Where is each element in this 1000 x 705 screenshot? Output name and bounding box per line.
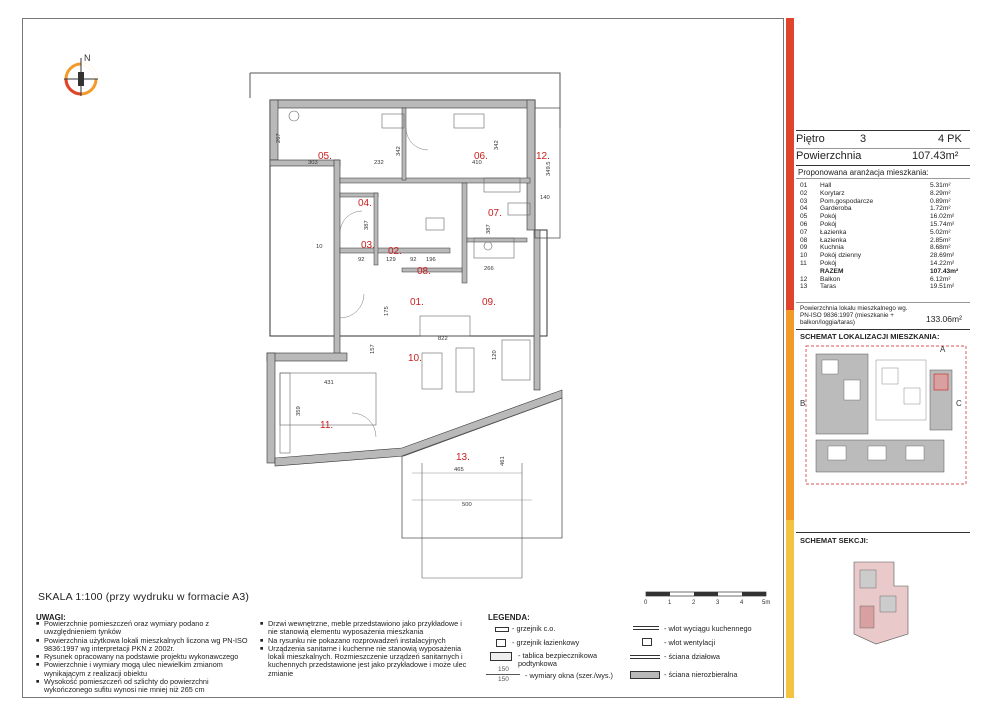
location-schematic: [798, 340, 968, 492]
floor-label: Piętro: [796, 133, 825, 145]
room-label-10: 10.: [408, 353, 422, 364]
room-label-02: 02.: [388, 246, 402, 257]
location-letter-c: C: [956, 399, 962, 408]
legend-kitchen-exhaust: - wlot wyciągu kuchennego: [664, 624, 752, 633]
notes-heading: UWAGI:: [36, 613, 66, 622]
legend-radiator: - grzejnik c.o.: [512, 624, 556, 633]
room-label-05: 05.: [318, 151, 332, 162]
dim-500: 500: [462, 502, 472, 508]
dim-410: 410: [472, 160, 482, 166]
location-letter-a: A: [940, 345, 946, 354]
room-label-13: 13.: [456, 452, 470, 463]
location-letter-b: B: [800, 399, 806, 408]
room-row: 09 Kuchnia 8.68m²: [800, 244, 951, 252]
room-row: 05 Pokój 16.02m²: [800, 213, 955, 221]
room-list: [800, 182, 964, 291]
room-label-11: 11.: [320, 420, 334, 431]
arrangement-title: Proponowana aranżacja mieszkania:: [798, 168, 929, 177]
partition-wall-icon: [630, 655, 660, 659]
scale-tick-1: 1: [668, 600, 672, 606]
window-sample-width: 150: [498, 666, 509, 673]
legend-bathroom-radiator: - grzejnik łazienkowy: [512, 638, 580, 647]
scale-tick-3: 3: [716, 600, 720, 606]
dim-359: 359: [296, 406, 302, 416]
note-item: ■ Powierzchnie pomieszczeń oraz wymiary podano z uwzględnieniem tynków: [36, 620, 254, 637]
room-total-row: RAZEM 107.43m²: [820, 267, 959, 275]
notes-column-1: [36, 620, 254, 695]
room-row: 02 Korytarz 8.29m²: [800, 189, 951, 197]
room-row: 01 Hall 5.31m²: [800, 182, 951, 189]
scale-tick-4: 4: [740, 600, 744, 606]
note-item: ■ Powierzchnia użytkowa lokali mieszkalnych liczona wg PN-ISO 9836:1997 wg interpretacji PKN z 2002r.: [36, 637, 254, 654]
kitchen-exhaust-icon: [633, 626, 659, 630]
accent-color-bar: [786, 18, 794, 698]
load-bearing-wall-icon: [630, 671, 660, 679]
dim-196: 196: [426, 257, 436, 263]
dim-267: 267: [276, 133, 282, 143]
room-label-01: 01.: [410, 297, 424, 308]
legend-heading: LEGENDA:: [488, 613, 530, 622]
room-label-07: 07.: [488, 208, 502, 219]
area-value: 107.43m²: [912, 150, 959, 162]
dim-10: 10: [316, 244, 323, 250]
scale-tick-2: 2: [692, 600, 696, 606]
note-item: ■ Drzwi wewnętrzne, meble przedstawiono jako przykładowe i nie stanowią elementu wyposażenia mieszkania: [260, 620, 470, 637]
dim-349-5: 349.5: [546, 161, 552, 176]
room-row: 07 Łazienka 5.02m²: [800, 228, 951, 236]
dim-387a: 387: [364, 220, 370, 230]
note-item: ■ Na rysunku nie pokazano rozprowadzeń instalacyjnych: [260, 637, 470, 645]
dim-342a: 342: [396, 146, 402, 156]
highlighted-unit: [934, 374, 948, 390]
section-title: SCHEMAT SEKCJI:: [800, 536, 869, 545]
fuse-board-icon: [490, 652, 512, 661]
room-row: 10 Pokój dzienny 28.69m²: [800, 252, 955, 260]
floor-value: 3: [860, 133, 867, 145]
accent-yellow-segment: [786, 520, 794, 698]
dim-465: 465: [454, 467, 464, 473]
dim-822: 822: [438, 336, 448, 342]
room-row: 03 Pom.gospodarcze 0.89m²: [800, 197, 951, 205]
dim-387b: 387: [486, 224, 492, 234]
area-label: Powierzchnia: [796, 150, 862, 162]
dim-461: 461: [500, 456, 506, 466]
room-row: 04 Garderoba 1.72m²: [800, 205, 951, 213]
usable-area-note: Powierzchnia lokalu mieszkalnego wg. PN-ISO 9836:1997 (mieszkanie + balkon/loggia/taras): [800, 305, 908, 326]
legend-fuse-board: - tablica bezpiecznikowa podtynkowa: [518, 651, 598, 668]
compass-label: N: [84, 53, 91, 63]
bathroom-radiator-icon: [496, 639, 506, 647]
dim-175: 175: [384, 306, 390, 316]
dim-266: 266: [484, 266, 494, 272]
dim-140: 140: [540, 195, 550, 201]
dim-129: 129: [386, 257, 396, 263]
dim-120: 120: [492, 350, 498, 360]
room-label-06: 06.: [474, 151, 488, 162]
legend-partition-wall: - ściana działowa: [664, 652, 720, 661]
room-row: 08 Łazienka 2.85m²: [800, 236, 951, 244]
radiator-icon: [495, 627, 509, 632]
dim-157: 157: [370, 344, 376, 354]
room-row: 13 Taras 19.51m²: [800, 283, 955, 291]
accent-red-segment: [786, 18, 794, 310]
floor-plan-drawing: [22, 18, 784, 598]
scale-title: SKALA 1:100 (przy wydruku w formacie A3): [38, 591, 250, 603]
window-sample-line: [486, 674, 520, 675]
note-item: ■ Rysunek opracowany na podstawie projektu wykonawczego: [36, 653, 254, 661]
location-title: SCHEMAT LOKALIZACJI MIESZKANIA:: [800, 332, 940, 341]
room-label-09: 09.: [482, 297, 496, 308]
room-label-04: 04.: [358, 198, 372, 209]
scale-bar: [640, 590, 780, 614]
ventilation-icon: [642, 638, 652, 646]
note-item: ■ Wysokość pomieszczeń od szlichty do powierzchni wykończonego sufitu wynosi nie mniej niż 265 cm: [36, 678, 254, 695]
dim-232: 232: [374, 160, 384, 166]
section-schematic: [846, 556, 916, 648]
room-row: 06 Pokój 15.74m²: [800, 220, 955, 228]
note-item: ■ Urządzenia sanitarne i kuchenne nie stanowią wyposażenia lokali mieszkalnych. Rozmieszczenie urządzeń sanitarnych i kuchennych przedstawione jest jako przykładowe i może ulec zmianie: [260, 645, 470, 678]
scale-tick-5m: 5m: [762, 600, 771, 606]
legend-window-dims: - wymiary okna (szer./wys.): [525, 671, 613, 680]
legend-load-bearing-wall: - ściana nierozbieralna: [664, 670, 738, 679]
room-label-08: 08.: [417, 266, 431, 277]
room-row: 11 Pokój 14.22m²: [800, 259, 955, 267]
dim-92b: 92: [410, 257, 417, 263]
room-label-03: 03.: [361, 240, 375, 251]
legend-ventilation: - wlot wentylacji: [664, 638, 716, 647]
accent-orange-segment: [786, 310, 794, 520]
notes-column-2: [260, 620, 470, 678]
dim-92a: 92: [358, 257, 365, 263]
unit-code: 4 PK: [938, 133, 962, 145]
dim-342b: 342: [494, 140, 500, 150]
room-label-12: 12.: [536, 151, 550, 162]
scale-tick-0: 0: [644, 600, 648, 606]
note-item: ■ Powierzchnie i wymiary mogą ulec niewielkim zmianom wynikającym z realizacji obiektu: [36, 661, 254, 678]
dim-303: 303: [308, 160, 318, 166]
info-panel: [796, 18, 970, 698]
usable-area-value: 133.06m²: [926, 314, 962, 324]
dim-431: 431: [324, 380, 334, 386]
window-sample-height: 150: [498, 676, 509, 683]
room-row: 12 Balkon 6.12m²: [800, 275, 951, 283]
